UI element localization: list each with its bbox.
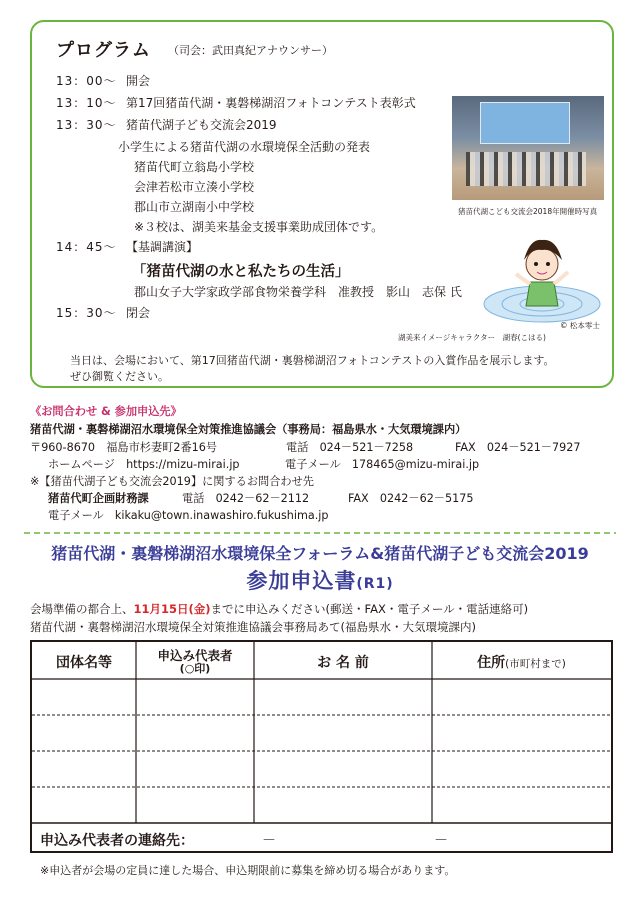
header-address-sub: (市町村まで) [505,658,566,670]
town-fax: FAX 0242－62－5175 [348,492,474,505]
contact-email[interactable]: 電子メール 178465@mizu-mirai.jp [285,458,480,471]
program-time: 13：10～ [56,96,117,110]
forum-title: 猪苗代湖・裏磐梯湖沼水環境保全フォーラム&猪苗代湖子ども交流会2019 [51,544,589,563]
mascot-illustration [480,226,606,326]
lecturer: 郡山女子大学家政学部食物栄養学科 准教授 影山 志保 氏 [134,285,462,299]
program-time: 13：00～ [56,74,117,88]
town-email[interactable]: 電子メール kikaku@town.inawashiro.fukushima.jp [48,509,329,522]
decorative-divider [24,529,616,537]
header-rep: 申込み代表者 [157,648,233,663]
form-title-suffix: (R1) [356,576,394,592]
table-row[interactable] [32,680,611,715]
contact-heading: 《お問合わせ & 参加申込先》 [30,405,182,418]
program-item [56,94,416,111]
program-item [56,72,150,89]
lecture-time: 14：45～ [56,240,117,254]
town-office: 猪苗代町企画財務課 [48,492,149,505]
phone-field-part[interactable] [262,830,276,850]
phone-field-part[interactable] [434,830,448,850]
addressee-line: 猪苗代湖・裏磐梯湖沼水環境保全対策推進協議会事務局あて(福島県水・大気環境課内) [30,620,476,634]
program-text: 第17回猪苗代湖・裏磐梯湖沼フォトコンテスト表彰式 [126,96,416,110]
table-row[interactable] [32,752,611,787]
lecture-title: 「猪苗代湖の水と私たちの生活」 [132,264,350,280]
form-title-text: 参加申込書 [246,569,357,593]
header-rep-sub: (○印) [179,662,211,675]
program-item [56,116,277,133]
program-text: 開会 [126,74,151,88]
header-address-label: 住所 [477,655,506,671]
deadline-pre: 会場準備の都合上、 [30,602,134,616]
school-item: 会津若松市立湊小学校 [134,180,255,194]
presentation-text: 小学生による猪苗代湖の水環境保全活動の発表 [118,140,371,154]
lecture-label: 【基調講演】 [126,240,199,254]
program-mc: （司会：武田真紀アナウンサー） [168,44,333,57]
header-org: 団体名等 [56,655,112,671]
form-title [0,565,640,595]
contact-dash-1: － [262,833,276,849]
program-title: プログラム [56,40,151,61]
school-note: ※３校は、湖美来基金支援事業助成団体です。 [134,220,384,234]
contact-label: 申込み代表者の連絡先： [40,833,194,849]
header-name: お 名 前 [317,655,369,671]
contact-dash-2: － [434,833,448,849]
contact-tel: 電話 024－521－7258 [286,441,414,454]
mascot-credit: © 松本零士 [560,321,600,330]
note-line: 当日は、会場において、第17回猪苗代湖・裏磐梯湖沼フォトコンテストの入賞作品を展示します。 [70,354,555,367]
photo-caption: 猪苗代湖こども交流会2018年開催時写真 [458,207,598,216]
application-table [30,640,613,853]
contact-fax: FAX 024－521－7927 [455,441,581,454]
note-line: ぜひ御覧ください。 [70,370,169,383]
school-item: 郡山市立湖南小中学校 [134,200,255,214]
program-box [30,20,614,388]
deadline-line [30,601,528,617]
event-photo [452,96,604,200]
deadline-date: 11月15日(金) [133,602,211,616]
contact-homepage[interactable]: ホームページ https://mizu-mirai.jp [48,458,240,471]
program-item [56,304,150,321]
header-address [432,652,611,672]
town-tel: 電話 0242－62－2112 [182,492,310,505]
school-item: 猪苗代町立翁島小学校 [134,160,255,174]
program-text: 猪苗代湖子ども交流会2019 [126,118,277,132]
table-row[interactable] [32,788,611,823]
program-time: 15：30～ [56,306,117,320]
deadline-post: までに申込みください(郵送・FAX・電子メール・電話連絡可) [210,602,529,616]
contact-address: 〒960-8670 福島市杉妻町2番16号 [30,441,218,454]
children-contact-note: ※【猪苗代湖子ども交流会2019】に関するお問合わせ先 [30,475,314,488]
table-row[interactable] [32,716,611,751]
lecture-row [56,238,198,255]
program-text: 閉会 [126,306,151,320]
mascot-caption: 湖美来イメージキャラクター 湖春(こはる) [398,333,546,342]
form-footnote: ※申込者が会場の定員に達した場合、申込期限前に募集を締め切る場合があります。 [40,864,456,877]
program-time: 13：30～ [56,118,117,132]
contact-org: 猪苗代湖・裏磐梯湖沼水環境保全対策推進協議会（事務局：福島県水・大気環境課内） [30,423,467,436]
